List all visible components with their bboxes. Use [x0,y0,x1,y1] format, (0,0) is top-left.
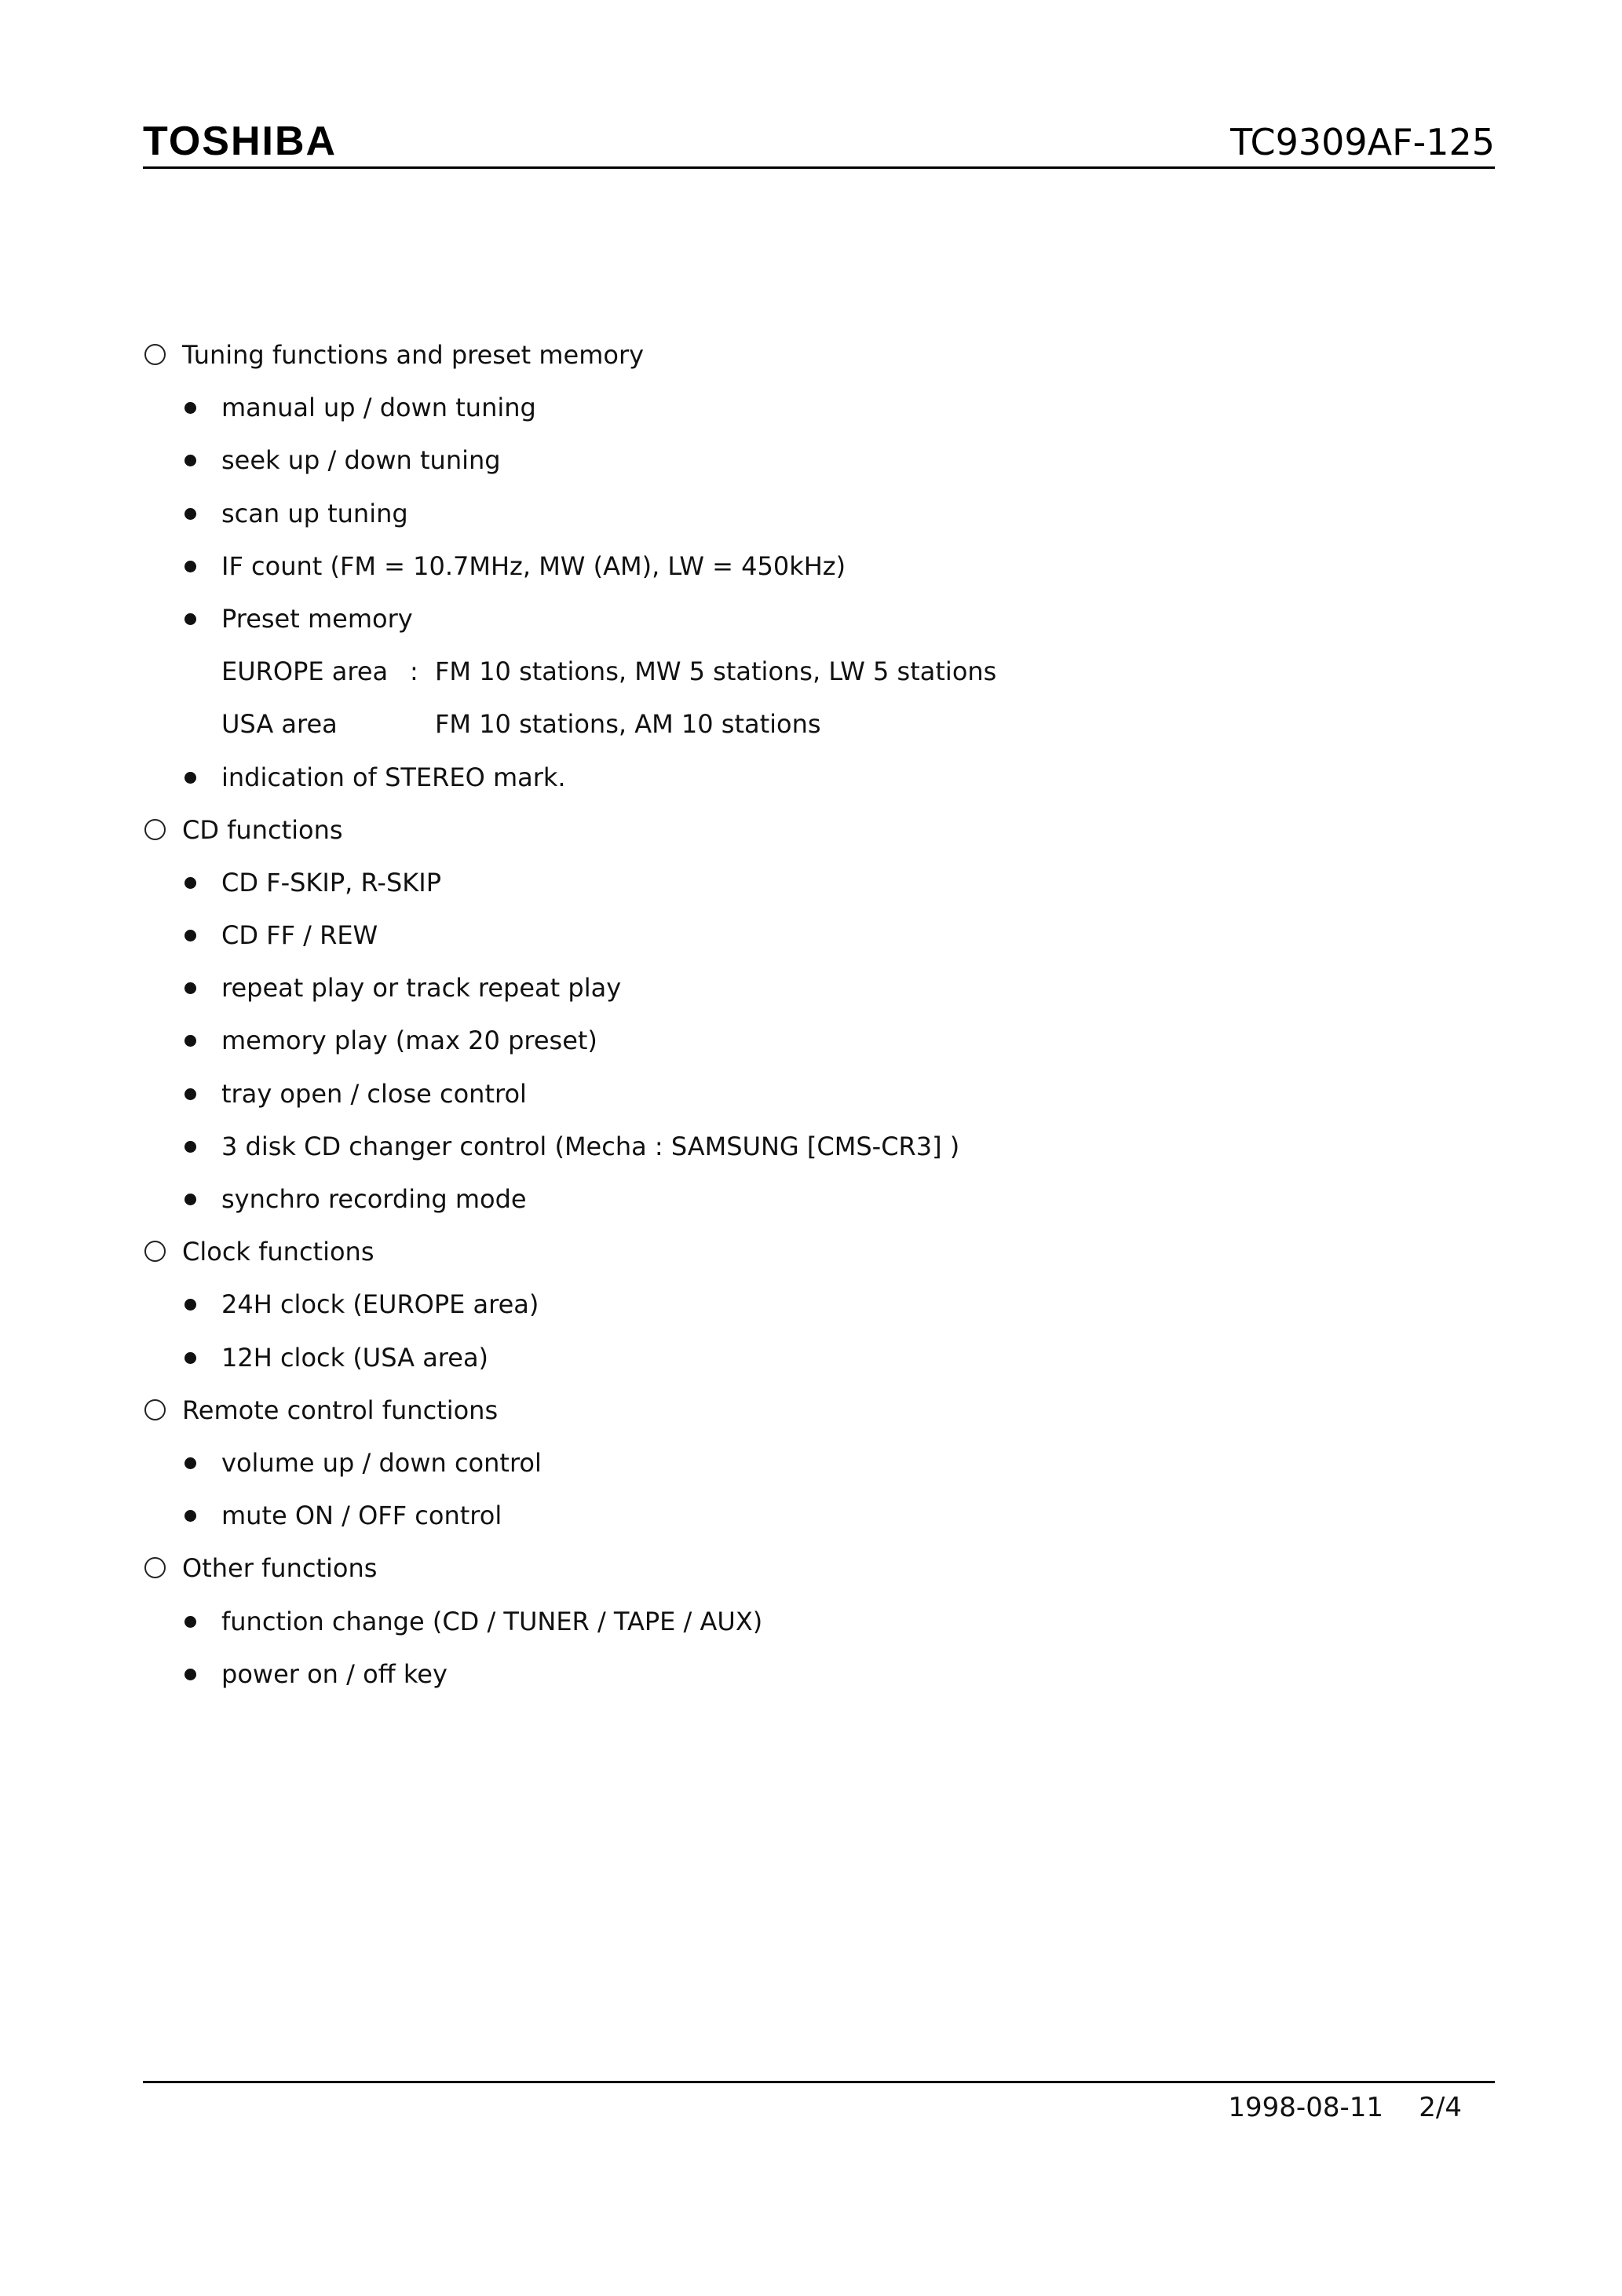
page-header [143,116,1495,166]
section-title: Tuning functions and preset memory [182,340,645,370]
header-rule [143,166,1495,169]
page-footer [143,2092,1462,2131]
feature-list [143,336,1495,1708]
list-item-text: 12H clock (USA area) [221,1342,489,1373]
list-item-text: scan up tuning [221,498,408,528]
section-heading [143,1549,1495,1602]
open-circle-icon [144,1557,166,1578]
preset-detail: FM 10 stations, AM 10 stations [435,709,821,740]
bullet-icon [184,877,196,889]
section-heading [143,811,1495,864]
bullet-icon [184,772,196,784]
section-heading [143,1391,1495,1444]
list-item [143,969,1495,1022]
list-item [143,1497,1495,1549]
open-circle-icon [144,1399,166,1420]
brand-logo: TOSHIBA [143,119,338,164]
bullet-icon [184,1616,196,1628]
list-item-text: function change (CD / TUNER / TAPE / AUX) [221,1606,763,1636]
bullet-icon [184,1194,196,1205]
list-item [143,600,1495,653]
list-item-text: power on / off key [221,1658,448,1689]
section-title: Clock functions [182,1237,374,1267]
bullet-icon [184,561,196,572]
list-item [143,759,1495,811]
section-heading [143,1233,1495,1285]
list-item-text: volume up / down control [221,1447,542,1478]
list-item-text: CD F-SKIP, R-SKIP [221,867,441,898]
list-item [143,1128,1495,1180]
bullet-icon [184,1299,196,1311]
preset-row-europe [143,653,1495,705]
list-item [143,1339,1495,1391]
list-item [143,1603,1495,1655]
list-item [143,1444,1495,1497]
bullet-icon [184,1141,196,1153]
list-item-text: Preset memory [221,603,413,634]
preset-region: USA area [221,709,338,740]
bullet-icon [184,613,196,625]
open-circle-icon [144,1241,166,1262]
bullet-icon [184,508,196,520]
list-item-text: mute ON / OFF control [221,1501,502,1531]
bullet-icon [184,1669,196,1680]
section-title: CD functions [182,814,343,845]
bullet-icon [184,1457,196,1469]
list-item [143,389,1495,441]
page-number: 2/4 [1419,2092,1462,2123]
preset-row-usa [143,705,1495,758]
list-item-text: IF count (FM = 10.7MHz, MW (AM), LW = 450kHz) [221,550,846,581]
list-item-text: manual up / down tuning [221,393,536,423]
bullet-icon [184,1510,196,1522]
bullet-icon [184,982,196,994]
list-item-text: seek up / down tuning [221,445,501,476]
list-item [143,441,1495,494]
section-title: Other functions [182,1553,378,1584]
list-item [143,916,1495,969]
list-item-text: synchro recording mode [221,1184,527,1214]
list-item-text: indication of STEREO mark. [221,762,566,792]
list-item-text: 3 disk CD changer control (Mecha : SAMSUNG [CMS-CR3] ) [221,1131,960,1161]
footer-rule [143,2081,1495,2083]
list-item-text: 24H clock (EUROPE area) [221,1289,539,1320]
bullet-icon [184,455,196,466]
list-item-text: tray open / close control [221,1078,527,1109]
preset-detail: FM 10 stations, MW 5 stations, LW 5 stations [435,656,997,687]
bullet-icon [184,1035,196,1047]
bullet-icon [184,1352,196,1364]
open-circle-icon [144,344,166,365]
open-circle-icon [144,819,166,840]
list-item [143,1285,1495,1338]
part-number: TC9309AF-125 [1230,121,1495,163]
list-item [143,1022,1495,1074]
section-heading [143,336,1495,389]
list-item [143,1075,1495,1128]
list-item-text: repeat play or track repeat play [221,973,622,1004]
preset-region: EUROPE area [221,656,389,687]
preset-separator: : [410,656,418,687]
list-item-text: memory play (max 20 preset) [221,1026,597,1056]
list-item [143,1180,1495,1233]
list-item-text: CD FF / REW [221,920,378,951]
list-item [143,1655,1495,1708]
list-item [143,864,1495,916]
list-item [143,495,1495,547]
bullet-icon [184,402,196,414]
section-title: Remote control functions [182,1395,499,1425]
list-item [143,547,1495,600]
bullet-icon [184,1088,196,1100]
bullet-icon [184,930,196,941]
document-date: 1998-08-11 [1228,2092,1383,2123]
